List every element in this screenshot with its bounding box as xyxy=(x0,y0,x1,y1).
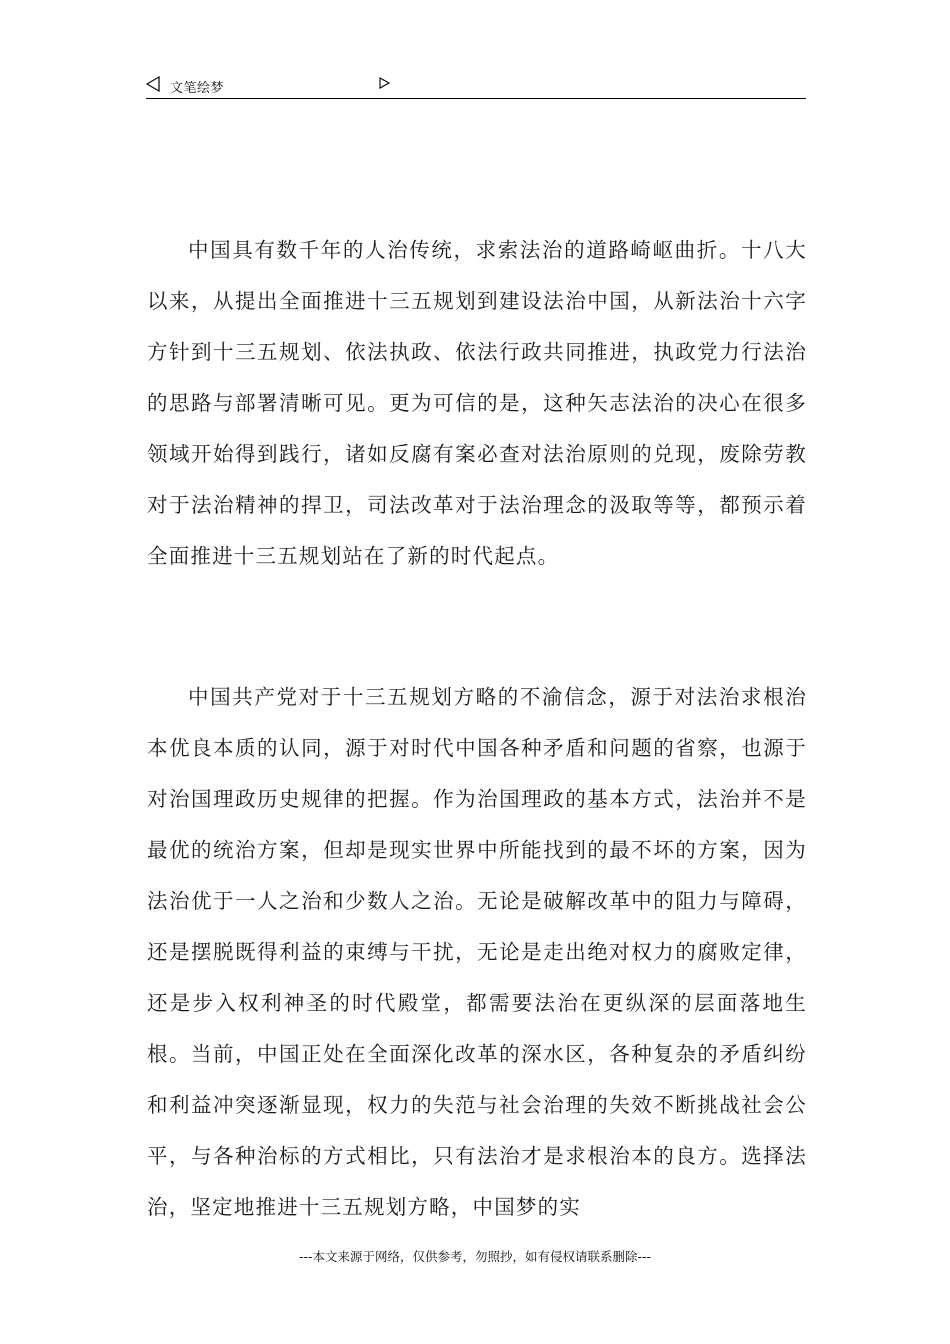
body-paragraph-1: 中国具有数千年的人治传统，求索法治的道路崎岖曲折。十八大以来，从提出全面推进十三五规划到建设法治中国，从新法治十六字方针到十三五规划、依法执政、依法行政共同推进，执政党力行法治的思路与部署清晰可见。更为可信的是，这种矢志法治的决心在很多领域开始得到践行，诸如反腐有案必查对法治原则的兑现，废除劳教对于法治精神的捍卫，司法改革对于法治理念的汲取等等，都预示着全面推进十三五规划站在了新的时代起点。 xyxy=(147,238,807,568)
left-triangle-icon xyxy=(146,76,160,92)
header-brand: 文笔绘梦 xyxy=(170,81,225,96)
right-triangle-icon xyxy=(379,77,390,89)
footer-notice: ---本文来源于网络，仅供参考，勿照抄，如有侵权请联系删除--- xyxy=(298,1249,652,1264)
page-header xyxy=(146,74,806,99)
body-paragraph-2: 中国共产党对于十三五规划方略的不渝信念，源于对法治求根治本优良本质的认同，源于对时代中国各种矛盾和问题的省察，也源于对治国理政历史规律的把握。作为治国理政的基本方式，法治并不是最优的统治方案，但却是现实世界中所能找到的最不坏的方案，因为法治优于一人之治和少数人之治。无论是破解改革中的阻力与障碍，还是摆脱既得利益的束缚与干扰，无论是走出绝对权力的腐败定律，还是步入权利神圣的时代殿堂，都需要法治在更纵深的层面落地生根。当前，中国正处在全面深化改革的深水区，各种复杂的矛盾纠纷和利益冲突逐渐显现，权力的失范与社会治理的失效不断挑战社会公平，与各种治标的方式相比，只有法治才是求根治本的良方。选择法治，坚定地推进十三五规划方略，中国梦的实 xyxy=(147,685,807,1219)
